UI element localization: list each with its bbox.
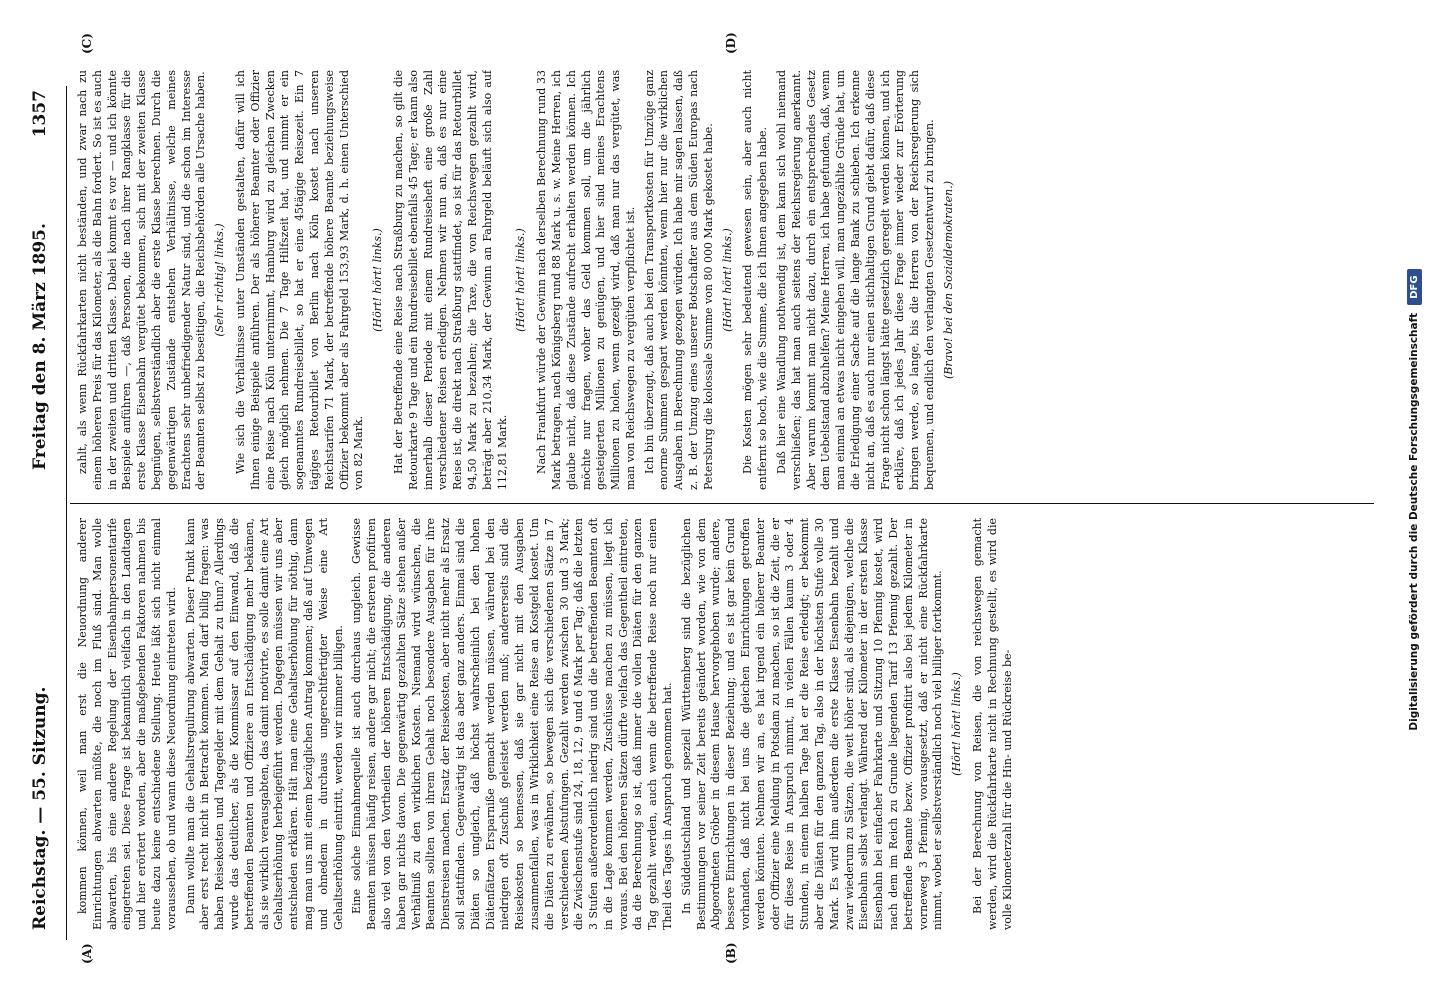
paragraph: In Süddeutschland und speziell Württemberg sind die bezüglichen Bestimmungen vor seiner Zeit bereits geändert worden, wie von dem Abgeordneten Gröber in diesem Hause hervorgehoben wurde; andere, bessere Einrichtungen in dieser Beziehung; und es ist gar kein Grund vorhanden, daß nicht bei uns die gleichen Einrichtungen getroffen werden könnten. Nehmen wir an, es hat irgend ein höherer Beamter oder Offizier eine Meldung in Potsdam zu machen, so ist die Zeit, die er für diese Reise in Anspruch nimmt, in vielen Fällen kaum 3 oder 4 Stunden, in einem halben Tage hat er die Reise erledigt; er bekommt aber die Diäten für den ganzen Tag, also in der höchsten Stufe volle 30 Mark. Es wird ihm außerdem die erste Klasse Eisenbahn bezahlt und zwar wiederum zu Sätzen, die weit höher sind, als diejenigen, welche die Eisenbahn selbst verlangt. Während der Kilometer in der ersten Klasse Eisenbahn bei einfacher Fahrkarte und Sitzung 10 Pfennig kostet, wird nach dem im Reich zu Grunde liegenden Tarif 13 Pfennig gezahlt. Der betreffende Beamte bezw. Offizier profitirt also bei jedem Kilometer in vorneweg 3 Pfennig, vorausgesetzt, daß er nicht eine Rückfahrkarte nimmt, wobei er selbstverständlich noch viel billiger fortkommt. [679, 518, 945, 930]
paragraph: kommen können, weil man erst die Neuordnung anderer Einrichtungen abwarten müßte, die noch im Fluß sind. Man wolle abwarten, bis eine andere Regelung der Eisenbahnpersonentarife eingetreten sei. Diese Frage ist bekanntlich vielfach in den Landtagen und hier erörtert worden, aber die maßgebenden Faktoren nahmen bis heute dazu keine entschiedene Stellung. Heute läßt sich nicht einmal voraussehen, ob und wann diese Neuordnung eintreten wird. [76, 518, 178, 930]
running-header [22, 0, 58, 1000]
paragraph: Eine solche Einnahmequelle ist auch durchaus ungleich. Gewisse Beamten müssen häufig reisen, andere gar nicht; die ersteren profitiren also viel von den Vortheilen der höheren Entschädigung, die anderen haben gar nichts davon. Die gegenwärtig gezahlten Sätze stehen außer Verhältniß zu den wirklichen Kosten. Niemand wird wünschen, die Beamten sollten von ihrem Gehalt noch besondere Ausgaben für ihre Dienstreisen machen. Ersatz der Reisekosten, aber nicht mehr als Ersatz soll stattfinden. Gegenwärtig ist das aber ganz anders. Einmal sind die Diäten so ungleich, daß höchst wahrscheinlich bei den hohen Diätenfätzen Ersparniße gemacht werden müssen, während bei den niedrigen oft Zuschuß geleistet werden muß; andererseits sind die Reisekosten so bemessen, daß sie gar nicht mit den Ausgaben zusammenfallen, was in Wirklichkeit eine Reise an Kostgeld kostet. Um die Diäten zu erwähnen, so bewegen sich die verschiedenen Sätze in 7 verschiedenen Abstufungen. Gezahlt werden zwischen 30 und 3 Mark; die Zwischenstufe sind 24, 18, 12, 9 und 6 Mark per Tag; daß die letzten 3 Stufen außerordentlich niedrig sind und die betreffenden Beamten oft in die Lage kommen werden, Zuschüsse machen zu müssen, liegt ich voraus. Bei den höheren Sätzen dürfte vielfach das Gegentheil eintreten, da die Berechnung so ist, daß immer die vollen Diäten für den ganzen Tag gezahlt werden, auch wenn die betreffende Reise noch nur einen Theil des Tages in Anspruch genommen hat. [350, 518, 675, 930]
digitization-credit [1396, 0, 1432, 1000]
margin-marker-a: (A) [80, 943, 94, 964]
header-center: Freitag den 8. März 1895. [30, 223, 50, 470]
interjection: (Bravo! bei den Sozialdemokraten.) [941, 180, 955, 380]
interjection: (Hört! hört! links.) [371, 228, 385, 332]
page-number: 1357 [30, 90, 50, 138]
paragraph: Hat der Betreffende eine Reise nach Straßburg zu machen, so gilt die Retourkarte 9 Tage und ein Rundreisebillet ebenfalls 45 Tage; er kann also innerhalb dieser Periode mit einem Rundreiseheft eine große Zahl verschiedener Reisen erledigen. Nehmen wir nun an, daß es nur eine Reise ist, die direkt nach Straßburg stattfindet, so ist für das Retourbillet 94,50 Mark zu bezahlen; die Taxe, die von Reichswegen gezahlt wird, beträgt aber 210,34 Mark, der Gewinn an Fahrgeld beläuft sich also auf 112,81 Mark. [391, 70, 509, 490]
header-left: Reichstag. — 55. Sitzung. [30, 686, 50, 930]
margin-marker-d: (D) [724, 32, 738, 54]
paragraph: Wie sich die Verhältnisse unter Umständen gestalten, dafür will ich Ihnen einige Beispiele anführen. Der als höherer Beamter oder Offizier eine Reise nach Köln unternimmt, Hamburg wird zu gleichen Zwecken gleich möglich nehmen. Die 7 Tage Hilfszeit hat, und nimmt er ein sogenanntes Rundreisebillet, so hat er eine 45tägige Reisezeit. Ein 7 tägiges Retourbillet von Berlin nach Köln kostet nach unseren Reichstarifen 71 Mark, der betreffende höhere Beamte beziehungsweise Offizier bekommt aber als Fahrgeld 153,93 Mark, d. h. einen Unterschied von 82 Mark. [233, 70, 366, 490]
column-left [76, 518, 1366, 930]
paragraph: zahlt, als wenn Rückfahrkarten nicht beständen, und zwar nach zu einem höheren Preis für das Kilometer, als die Bahn fordert. So ist es auch in der zweiten und dritten Klasse. Dabei kommt es vor — und ich könnte Beispiele anführen —, daß Personen, die nach ihrer Rangklasse für die erste Klasse Eisenbahn vergütet bekommen, sich mit der zweiten Klasse begnügen, selbstverständlich aber die erste Klasse berechnen. Durch die gegenwärtigen Zustände entstehen Verhältnisse, welche meines Erachtens sehr unbefriedigender Natur sind, und die schon im Interesse der Beamten selbst zu beseitigen, die Reichsbehörden alle Ursache haben. [76, 70, 208, 490]
paragraph: Dann wollte man die Gehaltsregulirung abwarten. Dieser Punkt kann aber erst recht nicht in Betracht kommen. Man darf billig fragen: was haben Reisekosten und Tagegelder mit dem Gehalt zu thun? Allerdings wurde das deutlicher, als die Kommissar auf den Einwand, daß die betreffenden Beamten und Offiziere an Entschädigung mehr bekämen, als sie wirklich verausgabten, das damit motivirte, es solle damit eine Art Gehaltserhöhung herbeigeführt werden. Dagegen müssen wir uns aber entschieden erklären. Hält man eine Gehaltserhöhung für nöthig, dann mag man uns mit einem bezüglichen Antrag kommen; daß auf Umwegen und ohnedem in durchaus ungerechtfertigter Weise eine Art Gehaltserhöhung eintritt, werden wir nimmer billigen. [183, 518, 345, 930]
paragraph: Daß hier eine Wandlung nothwendig ist, dem kann sich wohl niemand verschließen; das hat man auch seitens der Reichsregierung anerkannt. Aber warum kommt man nicht dazu, durch ein entsprechendes Gesetz dem Uebelstand abzuhelfen? Meine Herren, ich habe gefunden, daß, wenn man einmal an etwas nicht eingehen will, man ungezählte Gründe hat, um die Erledigung einer Sache auf die lange Bank zu schieben. Ich erkenne nicht an, daß es auch nur einen stichhaltigen Grund giebt dafür, daß diese Frage nicht schon längst hätte gesetzlich geregelt werden können, und ich erkläre, daß ich jedes Jahr diese Frage immer wieder zur Erörterung bringen werde, so lange, bis die Herren von der Reichsregierung sich bequemen, und endlich den verlangten Gesetzentwurf zu bringen. [775, 70, 937, 490]
column-right [76, 70, 1366, 490]
header-rule [66, 86, 67, 940]
paragraph: Ich bin überzeugt, daß auch bei den Transportkosten für Umzüge ganz enorme Summen gespart werden könnten, wenn hier nur die wirklichen Ausgaben in Berechnung gezogen würden. Ich habe mir sagen lassen, daß z. B. der Umzug eines unserer Botschafter aus dem Süden Europas nach Petersburg die kolossale Summe von 80 000 Mark gekostet habe. [642, 70, 715, 490]
paragraph: Nach Frankfurt würde der Gewinn nach derselben Berechnung rund 33 Mark betragen, nach Königsberg rund 88 Mark u. s. w. Meine Herren, ich glaube nicht, daß diese Zustände aufrecht erhalten werden können. Ich möchte nur fragen, woher das Geld kommen soll, um die jährlich gesteigerten Millionen zu genügen, und hier sind meines Erachtens Millionen zu holen, wenn gezeigt wird, daß man nur das vergütet, was man von Reichswegen zu vergüten verpflichtet ist. [535, 70, 637, 490]
column-divider [70, 503, 1374, 504]
margin-marker-c: (C) [80, 33, 94, 54]
credit-text: Digitalisierung gefördert durch die Deutsche Forschungsgemeinschaft [1408, 312, 1420, 731]
interjection: (Hört! hört! links.) [720, 228, 734, 332]
interjection: (Hört! hört! links.) [514, 228, 528, 332]
interjection: (Hört! hört! links.) [950, 672, 964, 776]
interjection: (Sehr richtig! links.) [213, 223, 227, 337]
paragraph: Die Kosten mögen sehr bedeutend gewesen sein, aber auch nicht entfernt so hoch, wie die Summe, die ich Ihnen angegeben habe. [741, 70, 770, 490]
margin-marker-b: (B) [724, 942, 738, 964]
paragraph: Bei der Berechnung von Reisen, die von reichswegen gemacht werden, wird die Rückfahrkarte nicht in Rechnung gestellt, es wird die volle Kilometerzahl für die Hin- und Rückreise be- [971, 518, 1014, 930]
dfg-logo: DFG [1407, 269, 1422, 304]
